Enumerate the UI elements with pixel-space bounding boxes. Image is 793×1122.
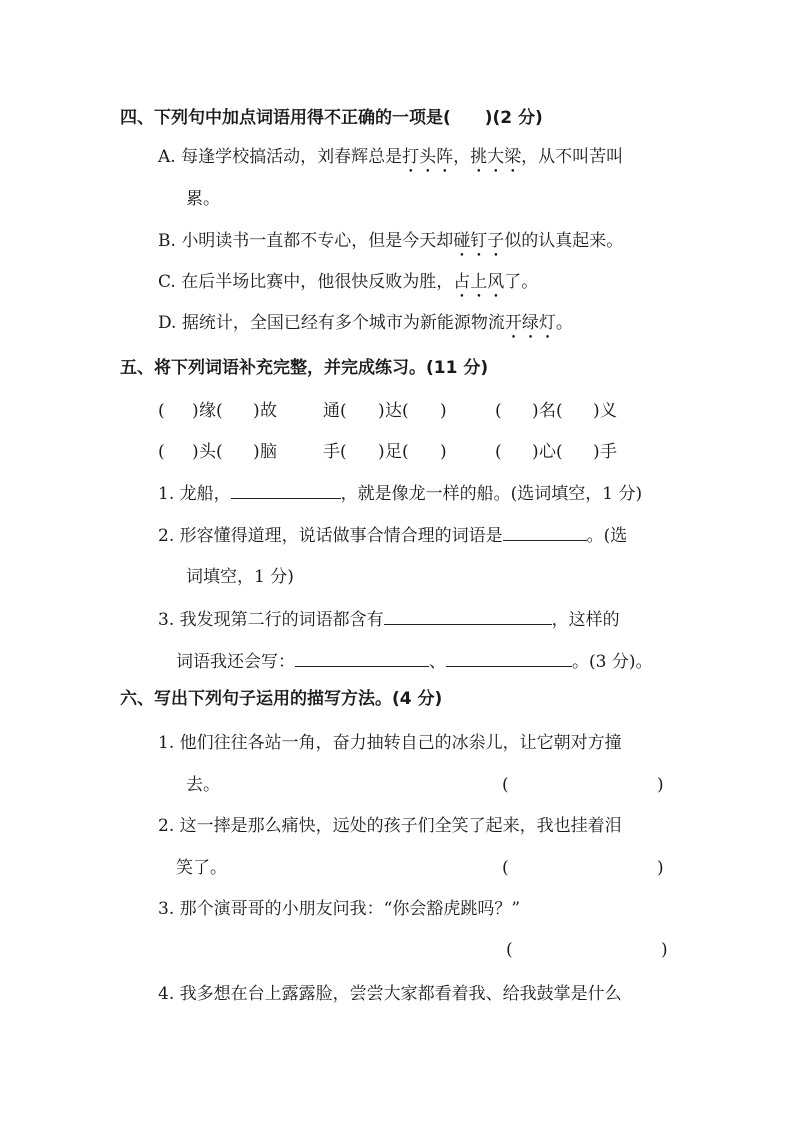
answer-paren-close[interactable]: ) (661, 940, 668, 960)
option-label: D. (158, 313, 177, 333)
option-label: B. (158, 231, 176, 251)
word-char: 心 (539, 442, 556, 462)
paren-open[interactable]: ( (402, 442, 409, 462)
paren-close[interactable]: ) (440, 442, 447, 462)
q6-item-2: 2. 这一摔是那么痛快，远处的孩子们全笑了起来，我也挂着泪 (158, 816, 622, 836)
text: 据统计，全国已经有多个城市为新能源物流 (181, 313, 505, 333)
word-char: 足 (385, 442, 402, 462)
q4-option-c (158, 271, 538, 302)
dotted-word: 打头阵 (402, 147, 454, 167)
paren-open[interactable]: ( (340, 401, 347, 421)
option-label: C. (158, 272, 176, 292)
paren-open[interactable]: ( (556, 401, 563, 421)
text: ，这样的 (551, 610, 620, 630)
text: 似的认真起来。 (504, 231, 624, 251)
word-char: 手 (323, 442, 340, 462)
text: 词语我还会写： (176, 652, 295, 672)
paren-open[interactable]: ( (556, 442, 563, 462)
text: 。(3 分)。 (572, 652, 653, 672)
paren-close[interactable]: ) (192, 442, 199, 462)
paren-close[interactable]: ) (440, 401, 447, 421)
paren-close[interactable]: ) (378, 442, 385, 462)
paren-open[interactable]: ( (216, 442, 223, 462)
answer-blank[interactable] (295, 650, 429, 667)
answer-paren-open[interactable]: ( (502, 775, 509, 795)
answer-blank[interactable] (503, 524, 587, 541)
answer-blank[interactable] (384, 608, 552, 625)
option-label: A. (158, 147, 176, 167)
q5-sub-3 (158, 608, 620, 631)
paren-close[interactable]: ) (192, 401, 199, 421)
text: 2. 形容懂得道理，说话做事合情合理的词语是 (158, 526, 503, 546)
q6-item-2-cont: 笑了。 (176, 858, 227, 878)
word-char: 缘 (199, 401, 216, 421)
q4-option-a-cont: 累。 (186, 189, 220, 209)
paren-close[interactable]: ) (253, 401, 260, 421)
word-char: 达 (385, 401, 402, 421)
word-char: 故 (260, 401, 277, 421)
word-char: 义 (600, 401, 617, 421)
word-char: 通 (323, 401, 340, 421)
dotted-word: 开绿灯 (504, 313, 556, 333)
paren-open[interactable]: ( (402, 401, 409, 421)
q6-item-3: 3. 那个演哥哥的小朋友问我：“你会豁虎跳吗？” (158, 899, 521, 919)
q5-sub-1 (158, 482, 642, 505)
q5-sub-3-cont (176, 650, 652, 673)
q6-item-4: 4. 我多想在台上露露脸，尝尝大家都看着我、给我鼓掌是什么 (158, 984, 622, 1004)
text: 在后半场比赛中，他很快反败为胜， (181, 272, 454, 292)
paren-open[interactable]: ( (158, 401, 165, 421)
dotted-word: 碰钉子 (453, 231, 505, 251)
q5-sub-2-cont: 词填空，1 分) (186, 567, 294, 587)
q6-item-1-cont: 去。 (186, 775, 220, 795)
text: 1. 龙船， (158, 484, 231, 504)
answer-paren-open[interactable]: ( (502, 858, 509, 878)
text: 3. 我发现第二行的词语都含有 (158, 610, 384, 630)
paren-close[interactable]: ) (593, 442, 600, 462)
paren-open[interactable]: ( (158, 442, 165, 462)
answer-blank[interactable] (446, 650, 572, 667)
text: 。 (555, 313, 573, 333)
q4-option-d (158, 312, 573, 343)
paren-open[interactable]: ( (495, 442, 502, 462)
text: 、 (429, 652, 446, 672)
paren-open[interactable]: ( (495, 401, 502, 421)
paren-close[interactable]: ) (532, 401, 539, 421)
paren-open[interactable]: ( (340, 442, 347, 462)
dotted-word: 挑大梁 (470, 147, 522, 167)
text: 小明读书一直都不专心，但是今天却 (181, 231, 454, 251)
paren-close[interactable]: ) (532, 442, 539, 462)
dotted-word: 占上风 (453, 272, 505, 292)
text: 每逢学校搞活动，刘春辉总是 (181, 147, 403, 167)
q4-title: 四、下列句中加点词语用得不正确的一项是( )(2 分) (120, 108, 543, 128)
q4-option-a (158, 146, 623, 177)
text: ，就是像龙一样的船。(选词填空，1 分) (340, 484, 643, 504)
text: 了。 (504, 272, 539, 292)
q6-title: 六、写出下列句子运用的描写方法。(4 分) (120, 689, 443, 709)
word-char: 头 (199, 442, 216, 462)
q5-title: 五、将下列词语补充完整，并完成练习。(11 分) (120, 358, 489, 378)
word-char: 手 (600, 442, 617, 462)
paren-open[interactable]: ( (216, 401, 223, 421)
answer-paren-close[interactable]: ) (657, 775, 664, 795)
q6-item-1: 1. 他们往往各站一角，奋力抽转自己的冰尜儿，让它朝对方撞 (158, 733, 622, 753)
answer-paren-close[interactable]: ) (657, 858, 664, 878)
word-char: 脑 (260, 442, 277, 462)
text: ，从不叫苦叫 (521, 147, 624, 167)
q4-option-b (158, 230, 623, 261)
answer-paren-open[interactable]: ( (506, 940, 513, 960)
word-char: 名 (539, 401, 556, 421)
paren-close[interactable]: ) (378, 401, 385, 421)
paren-close[interactable]: ) (593, 401, 600, 421)
text: 。(选 (586, 526, 628, 546)
q5-sub-2 (158, 524, 627, 547)
answer-blank[interactable] (231, 482, 341, 499)
text: ， (453, 147, 471, 167)
paren-close[interactable]: ) (253, 442, 260, 462)
